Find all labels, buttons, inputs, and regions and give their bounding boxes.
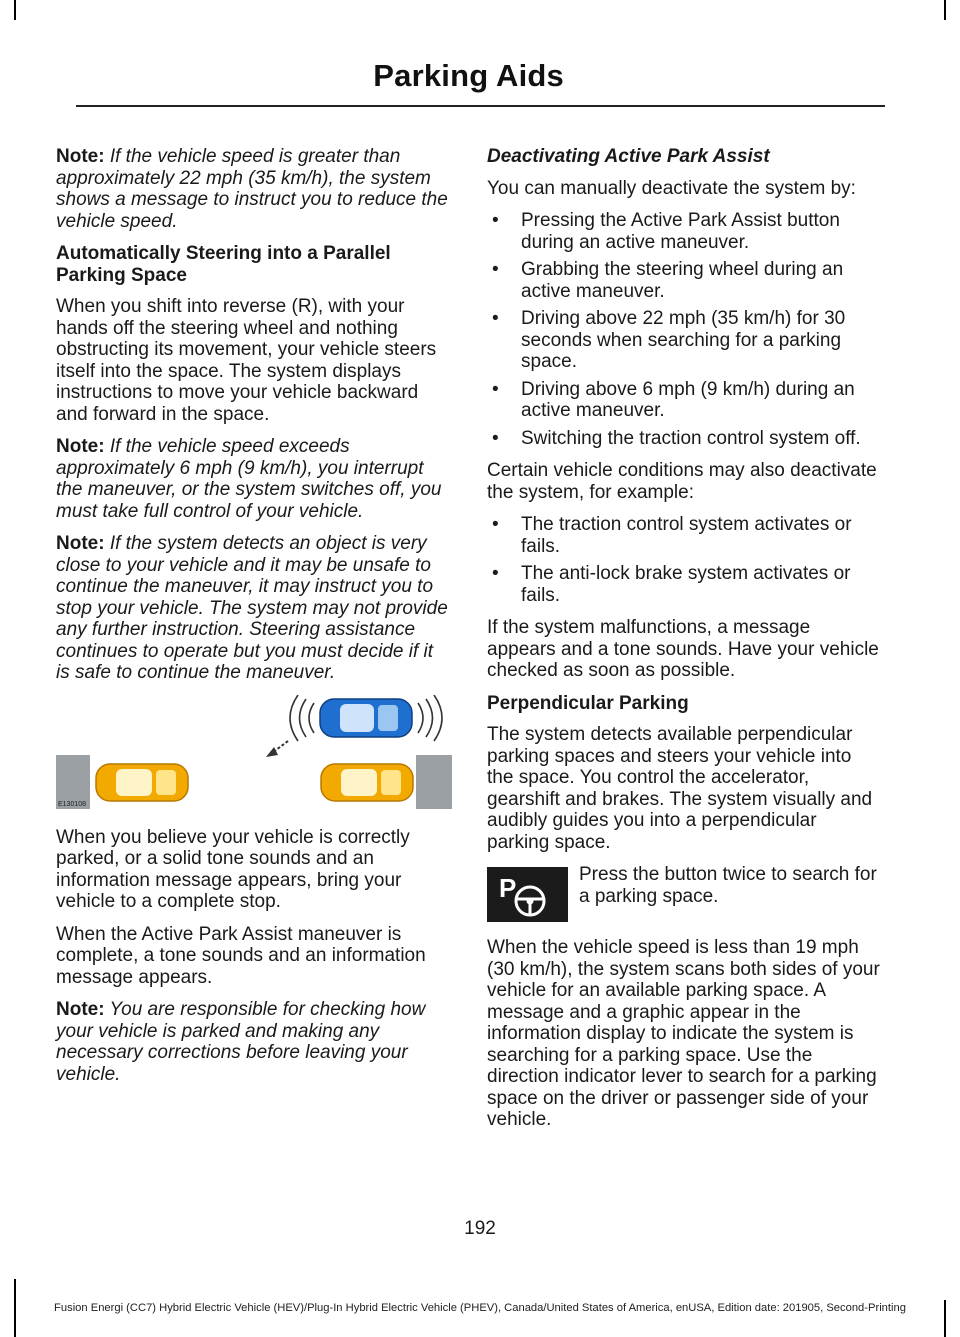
list-item [487,210,880,253]
note-label: Note: [56,999,105,1020]
body-paragraph: The system detects available perpendicular parking spaces and steers your vehicle into the space. You control the accelerator, gearshift and brakes. The system visually and audibly guides you into a perpendicular parking space. [487,724,873,853]
button-instruction [487,864,880,926]
list-item-text: Driving above 22 mph (35 km/h) for 30 seconds when searching for a parking space. [521,308,846,372]
note-label: Note: [56,533,105,554]
bullet: • [492,308,499,329]
bullet: • [492,514,499,535]
right-column [487,146,880,1142]
button-instruction-text: Press the button twice to search for a parking space. [579,864,877,907]
park-assist-icon [487,867,568,922]
body-paragraph: When you believe your vehicle is correctly parked, or a solid tone sounds and an information message appears, bring your vehicle to a complete stop. [56,826,410,912]
note-paragraph [56,533,448,684]
bullet: • [492,563,499,584]
crop-mark [14,0,16,20]
body-paragraph: You can manually deactivate the system by: [487,177,856,199]
note-paragraph [56,999,448,1085]
list-item-text: The traction control system activates or fails. [521,514,852,557]
sensor-waves-left [290,695,314,741]
body-paragraph: When the vehicle speed is less than 19 mph (30 km/h), the system scans both sides of your vehicle for an available parking space. A message and a graphic appear in the information display to indicate the system is searching for a parking space. Use the direction indicator lever to search for a parking space on the driver or passenger side of your vehicle. [487,937,880,1130]
note-text: If the vehicle speed is greater than approximately 22 mph (35 km/h), the system shows a message to instruct you to reduce the vehicle speed. [56,146,448,232]
parked-car-right [321,764,413,801]
body-paragraph: When you shift into reverse (R), with your hands off the steering wheel and nothing obstructing its movement, your vehicle steers itself into the space. The system displays instructions to move your vehicle backward and forward in the space. [56,296,437,425]
condition-list [487,514,880,606]
note-text: If the system detects an object is very close to your vehicle and it may be unsafe to continue the maneuver, it may instruct you to stop your vehicle. The system may not provide any further instruction. Steering assistance continues to operate but you must decide if it is safe to continue the maneuver. [56,533,448,683]
bullet: • [492,378,499,400]
park-assist-glyph [487,867,568,922]
list-item [487,259,880,302]
body-paragraph: Certain vehicle conditions may also deactivate the system, for example: [487,460,877,503]
parked-car-left [96,764,188,801]
curb-right [416,755,452,809]
note-text: You are responsible for checking how your vehicle is parked and making any necessary corrections before leaving your vehicle. [56,999,426,1085]
note-label: Note: [56,436,105,457]
list-item [487,308,880,373]
deactivation-list [487,210,880,449]
sensor-waves-right [418,695,442,741]
note-paragraph [56,436,448,522]
parking-diagram [56,695,452,813]
page-title: Parking Aids [373,58,564,93]
illustration-code: E130108 [58,800,87,808]
bullet: • [492,259,499,280]
section-heading: Deactivating Active Park Assist [487,146,770,167]
active-car [320,699,412,737]
list-item [487,563,880,606]
park-assist-letter: P [499,873,517,903]
bullet: • [492,210,499,231]
reverse-arrow [266,741,288,757]
note-text: If the vehicle speed exceeds approximately 6 mph (9 km/h), you interrupt the maneuver, or the system switches off, you must take full control of your vehicle. [56,436,442,522]
parallel-parking-illustration [56,695,452,813]
list-item [487,514,880,557]
note-label: Note: [56,146,105,167]
footer-text: Fusion Energi (CC7) Hybrid Electric Vehicle (HEV)/Plug-In Hybrid Electric Vehicle (PHEV), Canada/United States of America, enUSA, Edition date: 201905, Second-Printing [54,1302,906,1314]
page-number: 192 [464,1218,496,1239]
list-item-text: Driving above 6 mph (9 km/h) during an active maneuver. [521,378,855,421]
list-item [487,428,880,450]
list-item-text: Grabbing the steering wheel during an active maneuver. [521,259,844,302]
header-rule [76,105,885,107]
section-heading: Perpendicular Parking [487,692,689,714]
note-paragraph [56,146,448,232]
left-column [56,146,448,1096]
body-paragraph: When the Active Park Assist maneuver is complete, a tone sounds and an information message appears. [56,923,426,988]
list-item-text: Pressing the Active Park Assist button during an active maneuver. [521,210,840,253]
list-item-text: Switching the traction control system off. [521,427,861,449]
list-item-text: The anti-lock brake system activates or fails. [521,563,851,606]
list-item [487,379,880,422]
crop-mark [944,0,946,20]
body-paragraph: If the system malfunctions, a message appears and a tone sounds. Have your vehicle checked as soon as possible. [487,617,879,681]
section-heading: Automatically Steering into a Parallel Parking Space [56,243,391,286]
bullet: • [492,427,499,449]
